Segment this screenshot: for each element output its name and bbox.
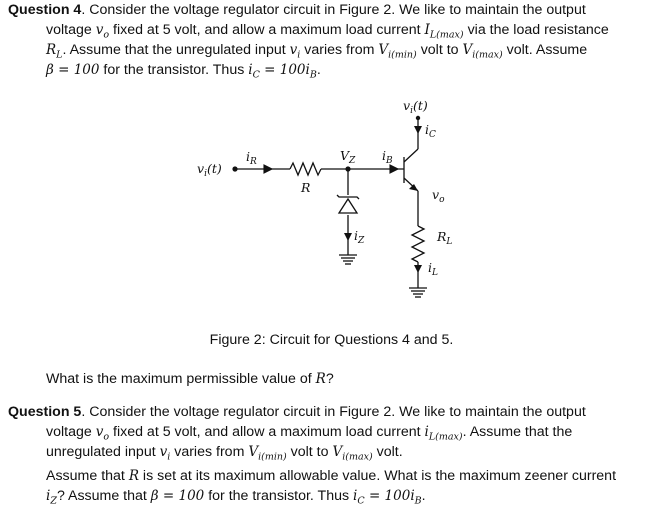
label-rl: $R_L$ <box>437 229 453 247</box>
question-5-line-3: unregulated input $v_i$ varies from $V_{i(min)}$ volt to $V_{i(max)}$ volt. <box>46 444 403 463</box>
question-5-line-1: Question 5. Consider the voltage regulator circuit in Figure 2. We like to maintain the output <box>8 404 586 420</box>
question-4-line-2: voltage $v_o$ fixed at 5 volt, and allow a maximum load current $I_{L(max)}$ via the load resistance <box>46 22 609 41</box>
label-il: $i_L$ <box>428 260 438 278</box>
question-4-prompt: What is the maximum permissible value of R? <box>46 371 334 387</box>
label-ic: $i_C$ <box>425 122 436 140</box>
question-4-line-1: Question 4. Consider the voltage regulator circuit in Figure 2. We like to maintain the output <box>8 2 586 18</box>
label-vi-left: $v_i(t)$ <box>197 161 222 179</box>
question-4-label: Question 4 <box>8 2 82 18</box>
label-iz: $i_Z$ <box>354 228 365 246</box>
question-4-line-4: β = 100 for the transistor. Thus $i_C = 100i_B$. <box>46 62 321 81</box>
label-vi-top: $v_i(t)$ <box>403 98 428 116</box>
question-5-para-2-line-2: $i_Z$? Assume that β = 100 for the transistor. Thus $i_C = 100i_B$. <box>46 488 426 507</box>
question-5-label: Question 5 <box>8 404 82 420</box>
figure-caption: Figure 2: Circuit for Questions 4 and 5. <box>209 332 454 348</box>
question-5-line-2: voltage $v_o$ fixed at 5 volt, and allow a maximum load current $i_{L(max)}$. Assume that the <box>46 424 573 443</box>
label-ib: $i_B$ <box>382 148 393 166</box>
question-5-para-2-line-1: Assume that R is set at its maximum allowable value. What is the maximum zeener current <box>46 468 617 484</box>
label-vz: $V_Z$ <box>340 148 356 166</box>
question-4-line-3: $R_L$. Assume that the unregulated input $v_i$ varies from $V_{i(min)}$ volt to $V_{i(max)}$ volt. Assume <box>46 42 588 61</box>
label-ir: $i_R$ <box>246 149 257 167</box>
label-vo: $v_o$ <box>432 187 445 205</box>
label-r: R <box>301 180 311 195</box>
